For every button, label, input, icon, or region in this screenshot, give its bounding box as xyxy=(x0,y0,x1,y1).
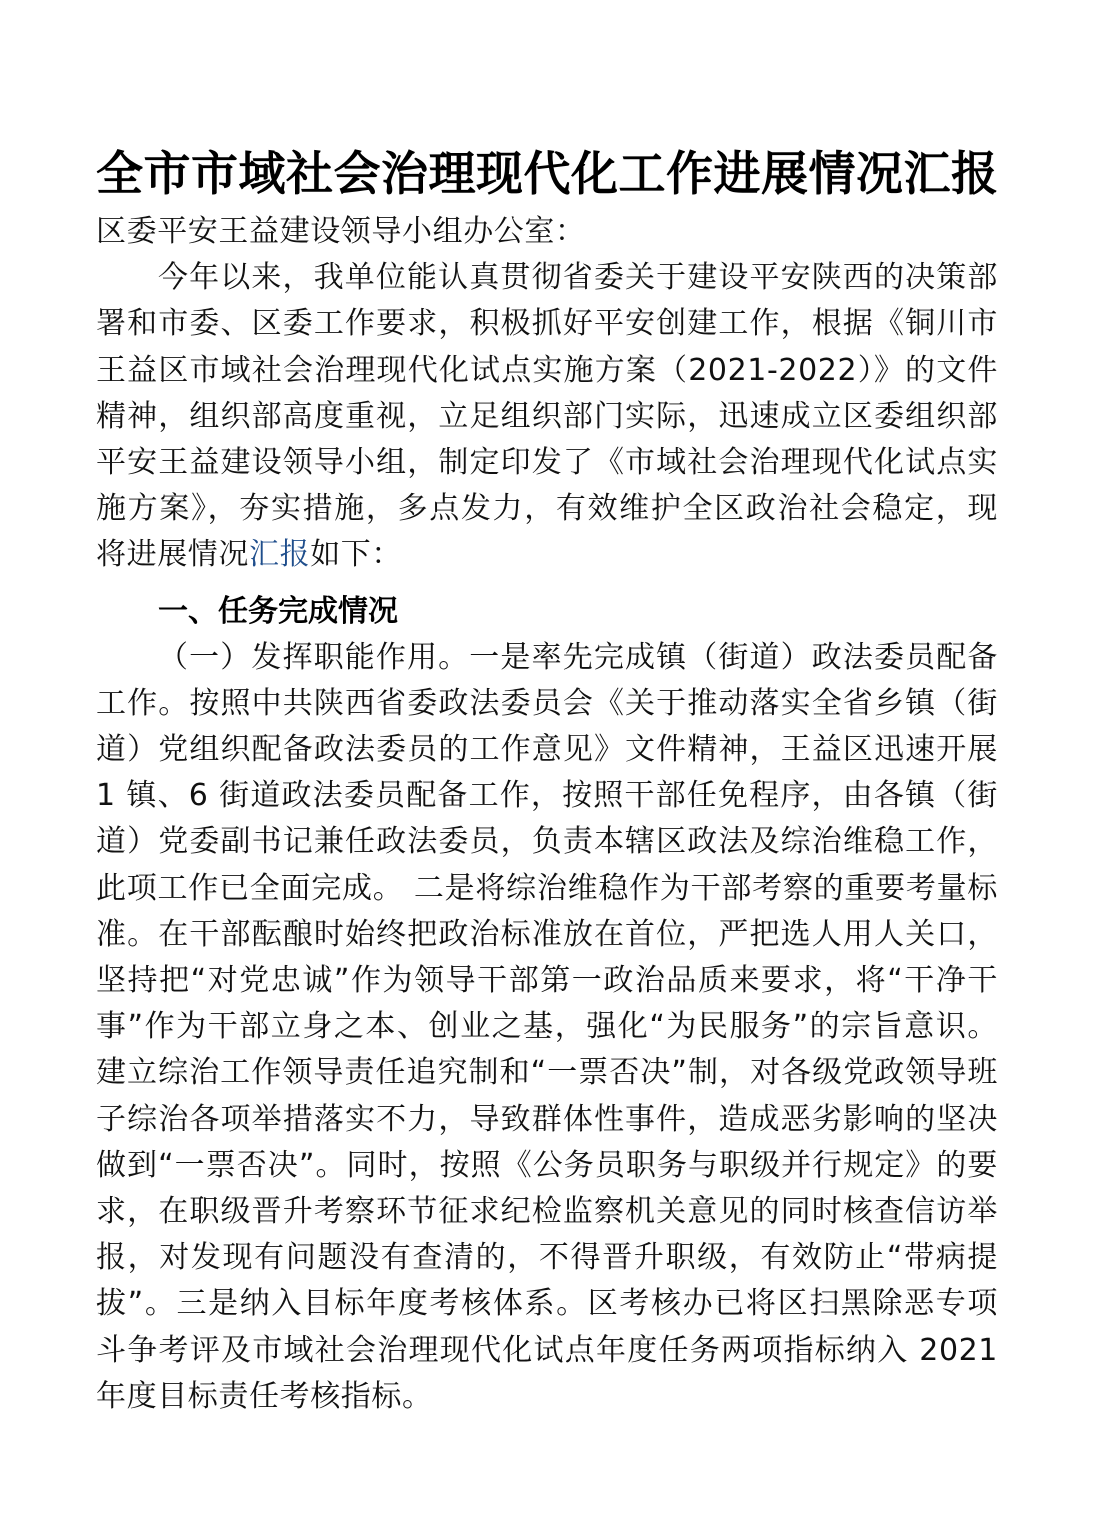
section-body-paragraph: （一）发挥职能作用。一是率先完成镇（街道）政法委员配备工作。按照中共陕西省委政法委员会《关于推动落实全省乡镇（街道）党组织配备政法委员的工作意见》文件精神，王益区迅速开展 1 镇、6 街道政法委员配备工作，按照干部任免程序，由各镇（街道）党委副书记兼任政法委员，负责本辖区政法及综治维稳工作，此项工作已全面完成。 二是将综治维稳作为干部考察的重要考量标准。在干部酝酿时始终把政治标准放在首位，严把选人用人关口，坚持把“对党忠诚”作为领导干部第一政治品质来要求，将“干净干事”作为干部立身之本、创业之基，强化“为民服务”的宗旨意识。建立综治工作领导责任追究制和“一票否决”制，对各级党政领导班子综治各项举措落实不力，导致群体性事件，造成恶劣影响的坚决做到“一票否决”。同时，按照《公务员职务与职级并行规定》的要求，在职级晋升考察环节征求纪检监察机关意见的同时核查信访举报，对发现有问题没有查清的，不得晋升职级，有效防止“带病提拔”。三是纳入目标年度考核体系。区考核办已将区扫黑除恶专项斗争考评及市域社会治理现代化试点年度任务两项指标纳入 2021 年度目标责任考核指标。 xyxy=(96,639,998,1414)
intro-paragraph xyxy=(96,255,998,578)
intro-text-end: 如下： xyxy=(310,537,403,573)
salutation: 区委平安王益建设领导小组办公室： xyxy=(96,214,586,249)
section-heading: 一、任务完成情况 xyxy=(158,593,398,629)
document-title: 全市市域社会治理现代化工作进展情况汇报 xyxy=(96,147,999,202)
document-page xyxy=(96,140,998,1420)
report-link[interactable]: 汇报 xyxy=(249,537,311,573)
intro-text: 今年以来，我单位能认真贯彻省委关于建设平安陕西的决策部署和市委、区委工作要求，积极抓好平安创建工作，根据《铜川市王益区市域社会治理现代化试点实施方案（2021-2022）》的文件精神，组织部高度重视，立足组织部门实际，迅速成立区委组织部平安王益建设领导小组，制定印发了《市域社会治理现代化试点实施方案》，夯实措施，多点发力，有效维护全区政治社会稳定，现将进展情况 xyxy=(96,260,998,573)
